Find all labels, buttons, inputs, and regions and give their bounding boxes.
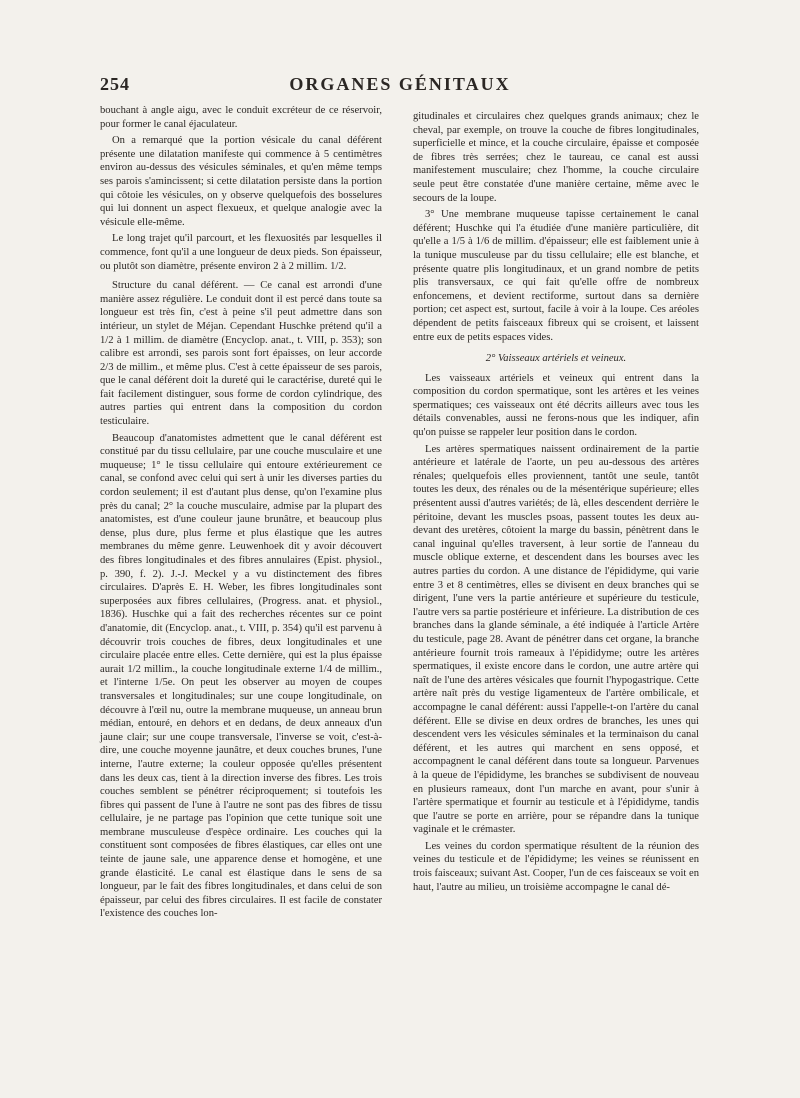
paragraph: 3° Une membrane muqueuse tapisse certainement le canal déférent; Huschke qui l'a étudiée d'une manière particulière, dit qu'elle a 1/5 à 1/6 de millim. d'épaisseur; elle est faiblement unie à la tunique musculeuse par du tissu cellulaire; elle est blanche, et présente quatre plis longitudinaux, et un grand nombre de petits plis transversaux, ce qui fait qu'elle offre de nombreux enfoncemens, et devient rectiforme, surtout dans sa dernière portion; cet aspect est, surtout, facile à voir à la loupe. Ces aréoles dépendent de petits faisceaux fibreux qui se croisent, et laissent entre eux de petits espaces vides. [413, 209, 699, 343]
paragraph: gitudinales et circulaires chez quelques grands animaux; chez le cheval, par exemple, on trouve la couche de fibres longitudinales, superficielle et mince, et la couche circulaire, épaisse et composée de fibres très serrées; chez le taureau, ce canal est aussi manifestement musculaire; chez l'homme, la couche circulaire seule peut être constatée d'une manière certaine, même avec le secours de la loupe. [413, 111, 699, 204]
right-column [413, 110, 699, 894]
left-column [100, 104, 382, 921]
paragraph: Les artères spermatiques naissent ordinairement de la partie antérieure et latérale de l'aorte, un peu au-dessous des artères rénales; quelquefois elles proviennent, tantôt une seule, tantôt toutes les deux, des rénales ou de la mésentérique supérieure; elles présentent aussi d'autres variétés; de là, elles descendent derrière le péritoine, devant les muscles psoas, passent toutes les deux au-devant des uretères, côtoient la marge du bassin, pénètrent dans le canal inguinal qu'elles traversent, à leur sortie de l'anneau du muscle oblique externe, et descendent dans les bourses avec les autres parties du cordon. A une distance de l'épididyme, qui varie entre 3 et 8 centimètres, elles se divisent en deux branches qui se dirigent, l'une vers la partie antérieure et supérieure du testicule, l'autre vers sa partie postérieure et inférieure. La distribution de ces branches dans la glande séminale, a été indiquée à l'article Artère du testicule, page 28. Avant de pénétrer dans cet organe, la branche antérieure fournit trois rameaux à l'épididyme; outre les artères spermatiques, il existe encore dans le cordon, une autre artère qui naît de l'une des artères vésicales que fournit l'hypogastrique. Cette artère naît près du vestige ligamenteux de l'artère ombilicale, et accompagne le canal déférent: aussi l'appelle-t-on l'artère du canal déférent. Elle se divise en deux ordres de branches, les unes qui descendent vers les vésicules séminales et la terminaison du canal déférent, et les autres qui marchent en sens opposé, et accompagnent le canal déférent dans toute sa longueur. Parvenues à la queue de l'épididyme, les branches se subdivisent de nouveau en plusieurs rameaux, dont l'un marche en avant, pour s'unir à l'artère spermatique et fournir au testicule et à l'épididyme, tandis que l'autre se porte en arrière, pour se répandre dans la tunique vaginale et le crémaster. [413, 443, 699, 836]
page-header [100, 74, 700, 98]
paragraph: Les veines du cordon spermatique résultent de la réunion des veines du testicule et de l'épididyme; les veines se réunissent en trois faisceaux; suivant Ast. Cooper, l'un de ces faisceaux se voit en haut, l'autre au milieu, un troisième accompagne le canal dé- [413, 840, 699, 893]
section-heading: 2° Vaisseaux artériels et veineux. [485, 353, 627, 365]
paragraph: Le long trajet qu'il parcourt, et les flexuosités par lesquelles il commence, font qu'il a une longueur de deux pieds. Son épaisseur, ou plutôt son diamètre, présente environ 2 à 2 millim. 1/2. [100, 233, 382, 272]
paragraph: Structure du canal déférent. — Ce canal est arrondi d'une manière assez régulière. Le conduit dont il est percé dans toute sa longueur est très fin, c'est à peine s'il peut admettre dans son intérieur, un stylet de Méjan. Cependant Huschke prétend qu'il a 1/2 à 1 millim. de diamètre (Encyclop. anat., t. VIII, p. 353); son calibre est arrondi, ses parois sont fort épaisses, on leur accorde 2/3 de millim., et même plus. C'est à cette épaisseur de ses parois, que le canal déférent doit la dureté qui le caractérise, dureté qui le fait facilement distinguer, sous forme de cordon cylindrique, des autres parties qui entrent dans la composition du cordon testiculaire. [100, 280, 382, 428]
page-number: 254 [100, 74, 130, 94]
running-title: ORGANES GÉNITAUX [289, 74, 511, 94]
paragraph: Beaucoup d'anatomistes admettent que le canal déférent est constitué par du tissu cellulaire, par une couche musculaire et une muqueuse; 1° le tissu cellulaire qui entoure extérieurement ce canal, se confond avec celui qui sert à unir les diverses parties du cordon seulement; il est d'autant plus dense, qu'on l'examine plus près du canal; 2° la couche musculaire, admise par la plupart des anatomistes, est d'une couleur jaune brunâtre, et beaucoup plus dense, plus dure, plus ferme et plus élastique que les autres membranes du même genre. Leuwenhoek dit y avoir découvert des fibres longitudinales et des fibres annulaires (Epist. physiol., p. 390, f. 2). J.-J. Meckel y a vu distinctement des fibres circulaires. D'après E. H. Weber, les fibres longitudinales sont superposées aux fibres cellulaires, (Progress. anat. et physiol., 1836). Huschke qui a fait des recherches récentes sur ce point d'anatomie, dit (Encyclop. anat., t. VIII, p. 354) qu'il est parvenu à découvrir trois couches de fibres, deux longitudinales et une circulaire placée entre elles. Cette dernière, qui est la plus épaisse aurait 1/2 millim., la couche longitudinale externe 1/4 de millim., et l'interne 1/5e. On peut les observer au moyen de coupes transversales et longitudinales; sur une coupe longitudinale, on découvre à l'œil nu, outre la membrane muqueuse, un anneau brun médian, entouré, en dehors et en dedans, de deux anneaux d'un jaune clair; sur une coupe transversale, l'inverse se voit, c'est-à-dire, une couche moyenne jaunâtre, et deux couches brunes, l'une interne, l'autre externe; la couleur opposée qu'elles présentent dans les deux cas, tient à la direction inverse des fibres. Les trois couches semblent se pénétrer réciproquement; si toutefois les fibres qui passent de l'une à l'autre ne sont pas des fibres de tissu cellulaire, je ne partage pas l'opinion que cette tunique soit une membrane musculeuse d'espèce ordinaire. Les couches qui la constituent sont composées de fibres élastiques, car elles ont une teinte de jaune sale, une apparence dense et homogène, et une grande élasticité. Le canal est élastique dans le sens de sa longueur, par le fait des fibres longitudinales, et dans celui de son épaisseur, par celui des fibres circulaires. Il est facile de constater l'existence des couches lon- [100, 432, 382, 920]
paragraph: bouchant à angle aigu, avec le conduit excréteur de ce réservoir, pour former le canal éjaculateur. [100, 105, 382, 130]
paragraph: On a remarqué que la portion vésicale du canal déférent présente une dilatation manifeste qui commence à 5 centimètres environ au-dessus des vésicules séminales, et qu'en même temps ses parois s'amincissent; si cette dilatation persiste dans la portion qui côtoie les vésicules, on y observe quelquefois des bosselures qui lui donnent un aspect flexueux, et quelque analogie avec la vésicule elle-même. [100, 135, 382, 228]
paragraph: Les vaisseaux artériels et veineux qui entrent dans la composition du cordon spermatique, sont les artères et les veines spermatiques; ces vaisseaux ont été décrits ailleurs avec tous les détails convenables, aussi ne ferons-nous que les indiquer, afin qu'on puisse se rappeler leur position dans le cordon. [413, 372, 699, 439]
